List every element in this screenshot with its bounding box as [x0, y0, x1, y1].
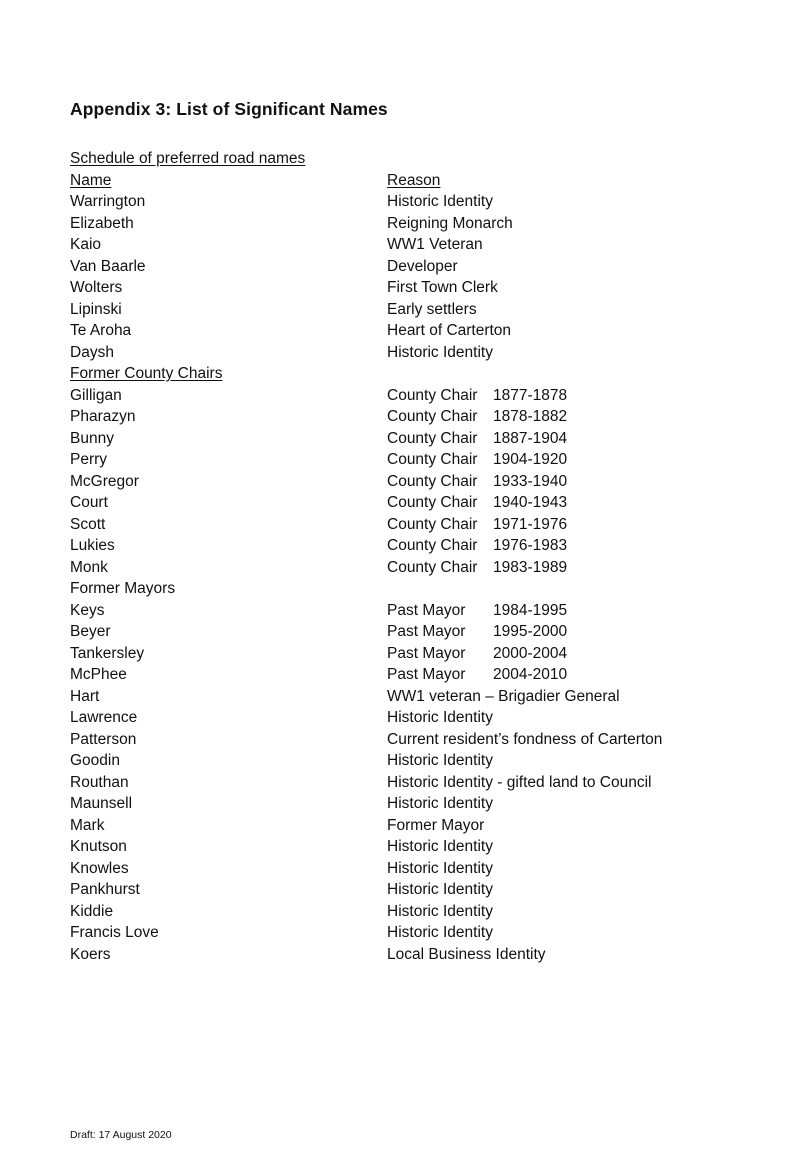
row-reason: Historic Identity — [387, 709, 493, 726]
row-reason: Early settlers — [387, 300, 477, 318]
row-reason: Historic Identity — [387, 902, 493, 920]
row-reason: Historic Identity — [387, 752, 493, 769]
row-years: 1976-1983 — [493, 537, 568, 554]
row-reason: County Chair — [387, 494, 478, 511]
row-years: 1984-1995 — [493, 601, 568, 619]
row-years: 1940-1943 — [493, 494, 568, 511]
row-reason: Historic Identity — [387, 838, 493, 855]
row-name: Keys — [70, 601, 105, 619]
row-name: Monk — [70, 558, 108, 576]
row-reason: Historic Identity - gifted land to Council — [387, 773, 652, 791]
row-name: Lawrence — [70, 709, 138, 726]
row-name: Kiddie — [70, 902, 114, 920]
row-name: Perry — [70, 451, 108, 468]
row-name: Pharazyn — [70, 408, 136, 425]
row-reason: County Chair — [387, 386, 478, 404]
row-reason: County Chair — [387, 558, 478, 576]
row-name: Former County Chairs — [70, 365, 223, 382]
row-reason: Reigning Monarch — [387, 214, 513, 232]
row-years: 1933-1940 — [493, 472, 568, 490]
row-reason: Historic Identity — [387, 343, 493, 361]
row-name: Tankersley — [70, 644, 145, 662]
row-name: Schedule of preferred road names — [70, 150, 306, 167]
row-reason: Former Mayor — [387, 816, 485, 834]
row-years: 1878-1882 — [493, 408, 568, 425]
row-name: Bunny — [70, 429, 114, 447]
row-reason: County Chair — [387, 472, 478, 490]
row-reason: WW1 veteran – Brigadier General — [387, 687, 620, 705]
row-reason: WW1 Veteran — [387, 236, 483, 253]
row-reason: County Chair — [387, 515, 478, 533]
row-name: Hart — [70, 687, 100, 705]
row-years: 1904-1920 — [493, 451, 568, 468]
row-name: Lukies — [70, 537, 115, 554]
row-years: 1995-2000 — [493, 623, 568, 640]
row-reason: Historic Identity — [387, 859, 493, 877]
row-reason: Past Mayor — [387, 644, 466, 662]
row-reason: Historic Identity — [387, 924, 493, 941]
row-reason: County Chair — [387, 537, 478, 554]
row-reason: County Chair — [387, 429, 478, 447]
row-years: 1877-1878 — [493, 386, 568, 404]
row-name: Wolters — [70, 279, 123, 296]
page-title: Appendix 3: List of Significant Names — [70, 99, 388, 119]
row-name: Name — [70, 171, 112, 189]
row-name: Knutson — [70, 838, 127, 855]
row-years: 1971-1976 — [493, 515, 568, 533]
row-name: Gilligan — [70, 386, 122, 404]
row-name: McPhee — [70, 666, 127, 683]
row-name: Daysh — [70, 343, 114, 361]
row-name: Pankhurst — [70, 881, 140, 898]
row-name: Mark — [70, 816, 105, 834]
row-name: Te Aroha — [70, 322, 132, 339]
row-reason: County Chair — [387, 408, 478, 425]
row-reason: Heart of Carterton — [387, 322, 512, 339]
row-reason: Historic Identity — [387, 881, 493, 898]
row-name: Francis Love — [70, 924, 159, 941]
row-reason: Reason — [387, 171, 441, 189]
row-reason: Local Business Identity — [387, 945, 546, 963]
row-name: Warrington — [70, 193, 146, 210]
row-years: 2004-2010 — [493, 666, 568, 683]
row-reason: Developer — [387, 257, 458, 275]
row-name: Kaio — [70, 236, 102, 253]
row-name: McGregor — [70, 472, 139, 490]
row-name: Beyer — [70, 623, 111, 640]
footer-draft-date: Draft: 17 August 2020 — [70, 1129, 172, 1141]
row-name: Former Mayors — [70, 580, 176, 597]
row-name: Lipinski — [70, 300, 122, 318]
row-reason: Past Mayor — [387, 601, 466, 619]
row-name: Routhan — [70, 773, 129, 791]
row-name: Koers — [70, 945, 111, 963]
row-years: 2000-2004 — [493, 644, 568, 662]
row-name: Elizabeth — [70, 214, 134, 232]
row-reason: First Town Clerk — [387, 279, 498, 296]
row-years: 1887-1904 — [493, 429, 568, 447]
row-name: Court — [70, 494, 108, 511]
row-name: Maunsell — [70, 795, 133, 812]
row-name: Knowles — [70, 859, 129, 877]
row-name: Goodin — [70, 752, 120, 769]
row-years: 1983-1989 — [493, 558, 568, 576]
row-reason: Current resident’s fondness of Carterton — [387, 730, 663, 748]
row-name: Van Baarle — [70, 257, 146, 275]
row-reason: Historic Identity — [387, 795, 493, 812]
row-reason: Historic Identity — [387, 193, 493, 210]
row-name: Patterson — [70, 730, 137, 748]
row-reason: Past Mayor — [387, 666, 466, 683]
row-reason: Past Mayor — [387, 623, 466, 640]
row-reason: County Chair — [387, 451, 478, 468]
row-name: Scott — [70, 515, 106, 533]
